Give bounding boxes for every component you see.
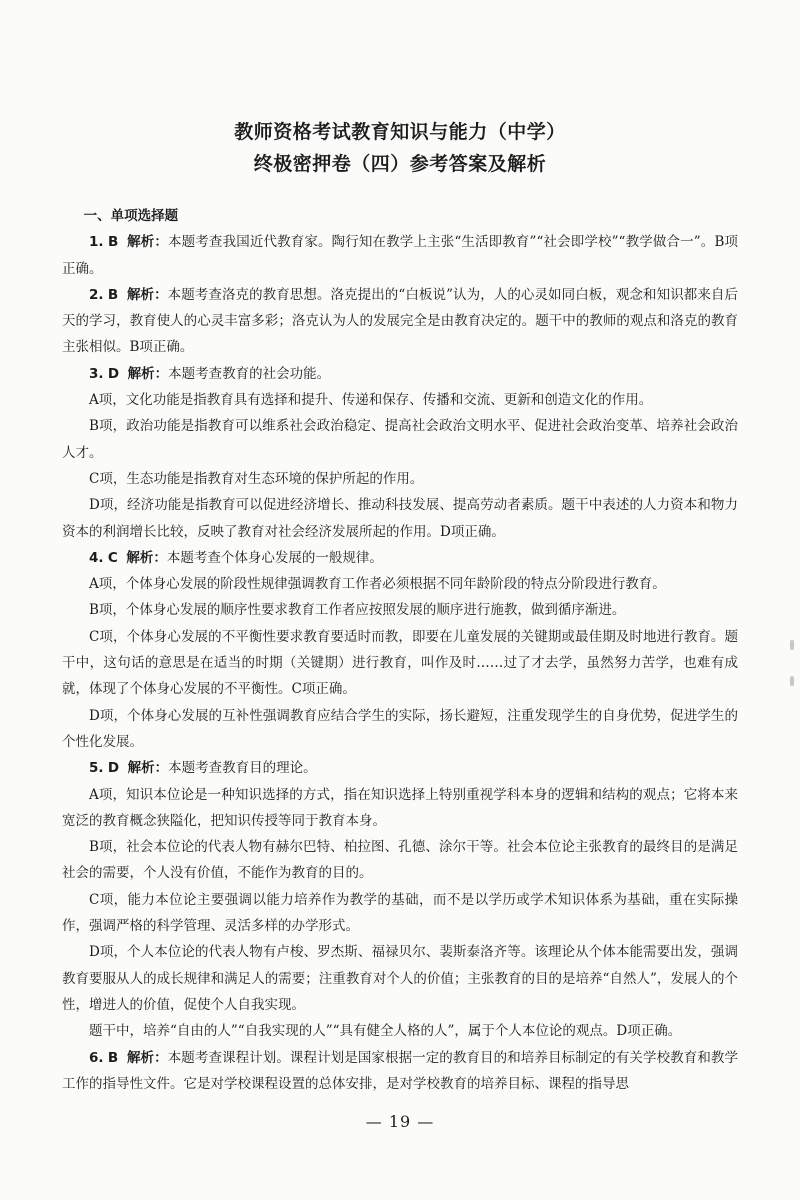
explanation-text: 本题考查教育的社会功能。 <box>168 365 331 382</box>
option-analysis-a: A项，个体身心发展的阶段性规律强调教育工作者必须根据不同年龄阶段的特点分阶段进行教育。 <box>89 576 666 593</box>
option-analysis-a: A项，文化功能是指教育具有选择和提升、传递和保存、传播和交流、更新和创造文化的作用。 <box>89 392 653 409</box>
answer-letter: B <box>107 1049 119 1066</box>
answer-letter: B <box>107 234 119 251</box>
question-number: 1. <box>89 234 104 251</box>
question-number: 6. <box>89 1049 104 1066</box>
option-analysis-b: B项，政治功能是指教育可以维系社会政治稳定、提高社会政治文明水平、促进社会政治变革、培养社会政治人才。 <box>62 418 738 461</box>
answer-letter: D <box>107 760 120 777</box>
question-number: 3. <box>89 365 104 382</box>
option-analysis-c: C项，个体身心发展的不平衡性要求教育要适时而教，即要在儿童发展的关键期或最佳期及时地进行教育。题干中，这句话的意思是在适当的时期（关键期）进行教育，叫作及时……过了才去学，虽然努力苦学，也难有成就，体现了个体身心发展的不平衡性。C项正确。 <box>62 628 738 698</box>
answer-letter: B <box>107 286 119 303</box>
option-analysis-d: D项，个体身心发展的互补性强调教育应结合学生的实际，扬长避短，注重发现学生的自身优势，促进学生的个性化发展。 <box>62 707 738 750</box>
explanation-label: 解析： <box>126 286 168 303</box>
question-number: 4. <box>89 549 104 566</box>
explanation-text: 本题考查课程计划。课程计划是国家根据一定的教育目的和培养目标制定的有关学校教育和教学工作的指导性文件。它是对学校课程设置的总体安排，是对学校教育的培养目标、课程的指导思 <box>62 1049 739 1092</box>
answer-content <box>62 203 738 1097</box>
title-block <box>0 116 800 180</box>
question-number: 5. <box>89 760 104 777</box>
option-analysis-d: D项，个人本位论的代表人物有卢梭、罗杰斯、福禄贝尔、裴斯泰洛齐等。该理论从个体本能需要出发，强调教育要服从人的成长规律和满足人的需要；注重教育对个人的价值；主张教育的目的是培养“自然人”，发展人的个性，增进人的价值，促使个人自我实现。 <box>62 944 738 1013</box>
explanation-label: 解析： <box>127 760 169 777</box>
document-subtitle: 终极密押卷（四）参考答案及解析 <box>253 153 547 175</box>
explanation-text: 本题考查个体身心发展的一般规律。 <box>166 549 383 566</box>
answer-letter: C <box>107 549 118 566</box>
document-title: 教师资格考试教育知识与能力（中学） <box>234 121 566 143</box>
question-6 <box>62 1045 738 1098</box>
scan-edge-mark <box>790 676 794 686</box>
page-number: — 19 — <box>365 1112 435 1131</box>
explanation-label: 解析： <box>127 234 169 251</box>
question-5 <box>62 755 738 781</box>
question-1 <box>62 229 738 282</box>
question-2 <box>62 282 738 361</box>
question-number: 2. <box>89 286 104 303</box>
explanation-text: 本题考查我国近代教育家。陶行知在教学上主张“生活即教育”“社会即学校”“教学做合一”。B项正确。 <box>62 234 738 277</box>
question-3 <box>62 361 738 387</box>
explanation-text: 本题考查教育目的理论。 <box>168 760 317 777</box>
answer-letter: D <box>107 365 120 382</box>
scan-edge-mark <box>790 640 794 650</box>
option-analysis-a: A项，知识本位论是一种知识选择的方式，指在知识选择上特别重视学科本身的逻辑和结构的观点；它将本来宽泛的教育概念狭隘化，把知识传授等同于教育本身。 <box>62 786 738 829</box>
option-analysis-c: C项，生态功能是指教育对生态环境的保护所起的作用。 <box>89 470 424 487</box>
option-analysis-b: B项，个体身心发展的顺序性要求教育工作者应按照发展的顺序进行施教，做到循序渐进。 <box>89 602 626 619</box>
option-analysis-c: C项，能力本位论主要强调以能力培养作为教学的基础，而不是以学历或学术知识体系为基础，重在实际操作，强调严格的科学管理、灵活多样的办学形式。 <box>62 891 738 935</box>
question-4 <box>62 545 738 571</box>
explanation-text: 本题考查洛克的教育思想。洛克提出的“白板说”认为，人的心灵如同白板，观念和知识都来自后天的学习，教育使人的心灵丰富多彩；洛克认为人的发展完全是由教育决定的。题干中的教师的观点和洛克的教育主张相似。B项正确。 <box>62 286 738 356</box>
option-analysis-d: D项，经济功能是指教育可以促进经济增长、推动科技发展、提高劳动者素质。题干中表述的人力资本和物力资本的利润增长比较，反映了教育对社会经济发展所起的作用。D项正确。 <box>62 497 738 540</box>
conclusion-paragraph: 题干中，培养“自由的人”“自我实现的人”“具有健全人格的人”，属于个人本位论的观点。D项正确。 <box>89 1023 682 1040</box>
explanation-label: 解析： <box>126 549 167 566</box>
explanation-label: 解析： <box>127 365 169 382</box>
section-heading: 一、单项选择题 <box>83 208 179 224</box>
explanation-label: 解析： <box>126 1049 168 1066</box>
option-analysis-b: B项，社会本位论的代表人物有赫尔巴特、柏拉图、孔德、涂尔干等。社会本位论主张教育的最终目的是满足社会的需要，个人没有价值，不能作为教育的目的。 <box>62 839 738 882</box>
